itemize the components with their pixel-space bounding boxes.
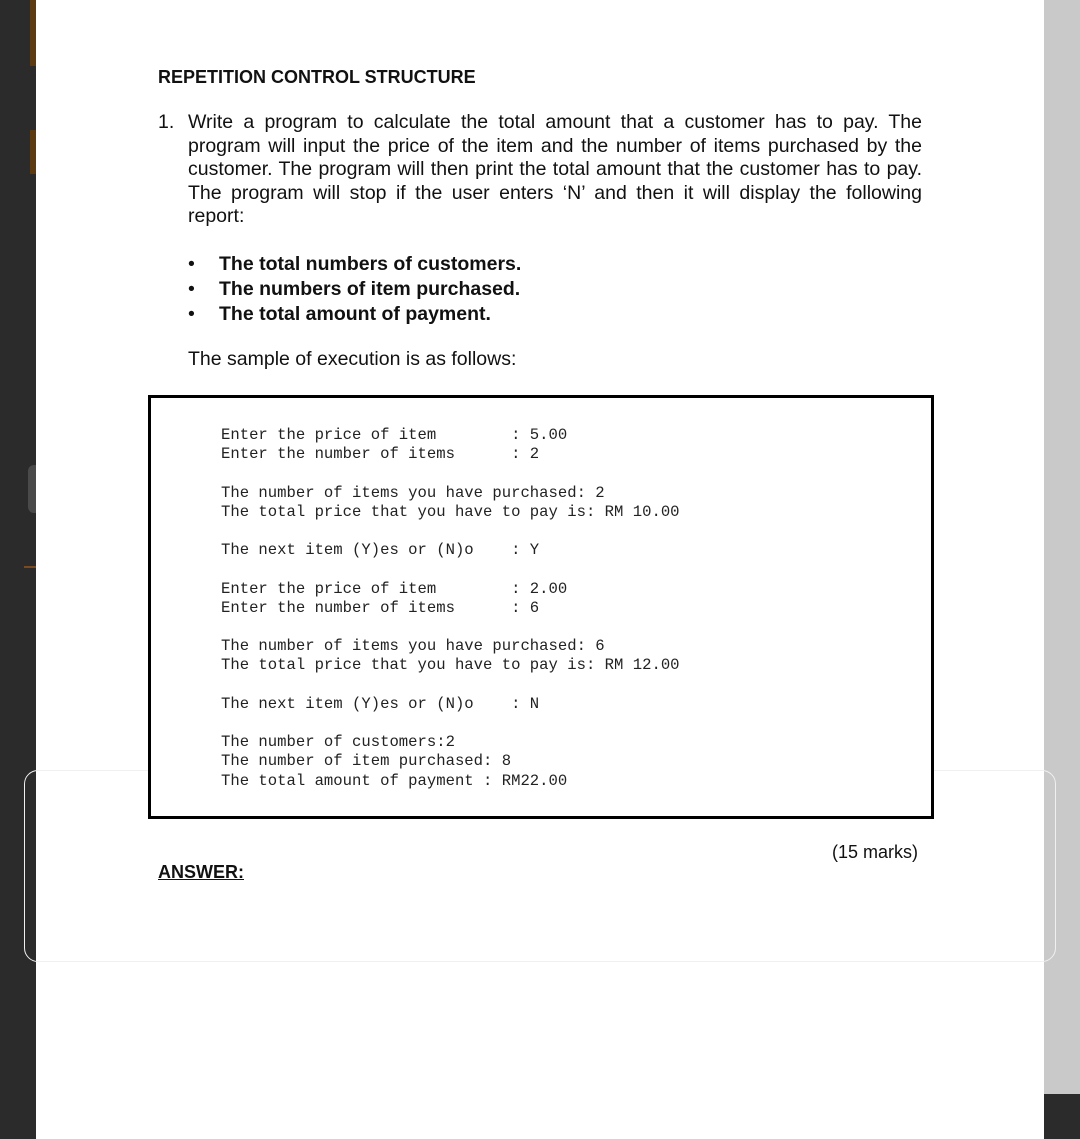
background-divider-fragment — [24, 566, 36, 568]
bullet-icon: • — [188, 278, 195, 300]
sample-execution-output: Enter the price of item : 5.00 Enter the number of items : 2 The number of items you have purchased: 2 The total price that you have to pay is: RM 10.00 The next item (Y)es or (N)o : Y Enter the price of item : 2.00 Enter the number of items : 6 The number of items you have purchased: 6 The total price that you have to pay is: RM 12.00 The next item (Y)es or (N)o : N The number of customers:2 The number of item purchased: 8 The total amount of payment : RM22.00 — [221, 426, 680, 790]
question-number: 1. — [158, 111, 175, 133]
bullet-icon: • — [188, 253, 195, 275]
background-dark-corner — [1044, 1094, 1080, 1139]
marks-label: (15 marks) — [832, 842, 919, 862]
background-app-right-edge — [1044, 0, 1080, 1139]
document-page — [36, 0, 1044, 1139]
sample-execution-box — [148, 395, 934, 819]
list-item: • The numbers of item purchased. — [188, 278, 521, 300]
list-item: • The total numbers of customers. — [188, 253, 522, 275]
bullet-icon: • — [188, 303, 195, 325]
background-toggle-fragment — [28, 465, 36, 513]
background-app-left-edge — [0, 0, 36, 1139]
page-title: REPETITION CONTROL STRUCTURE — [158, 67, 476, 87]
question-text: Write a program to calculate the total amount that a customer has to pay. The program will input the price of the item and the number of items purchased by the customer. The program will then print the total amount that the customer has to pay. The program will stop if the user enters ‘N’ and then it will display the following report: — [188, 111, 922, 227]
sample-intro-text: The sample of execution is as follows: — [188, 348, 517, 370]
report-requirements-list — [188, 252, 521, 327]
list-item: • The total amount of payment. — [188, 303, 491, 325]
answer-label: ANSWER: — [158, 862, 244, 882]
